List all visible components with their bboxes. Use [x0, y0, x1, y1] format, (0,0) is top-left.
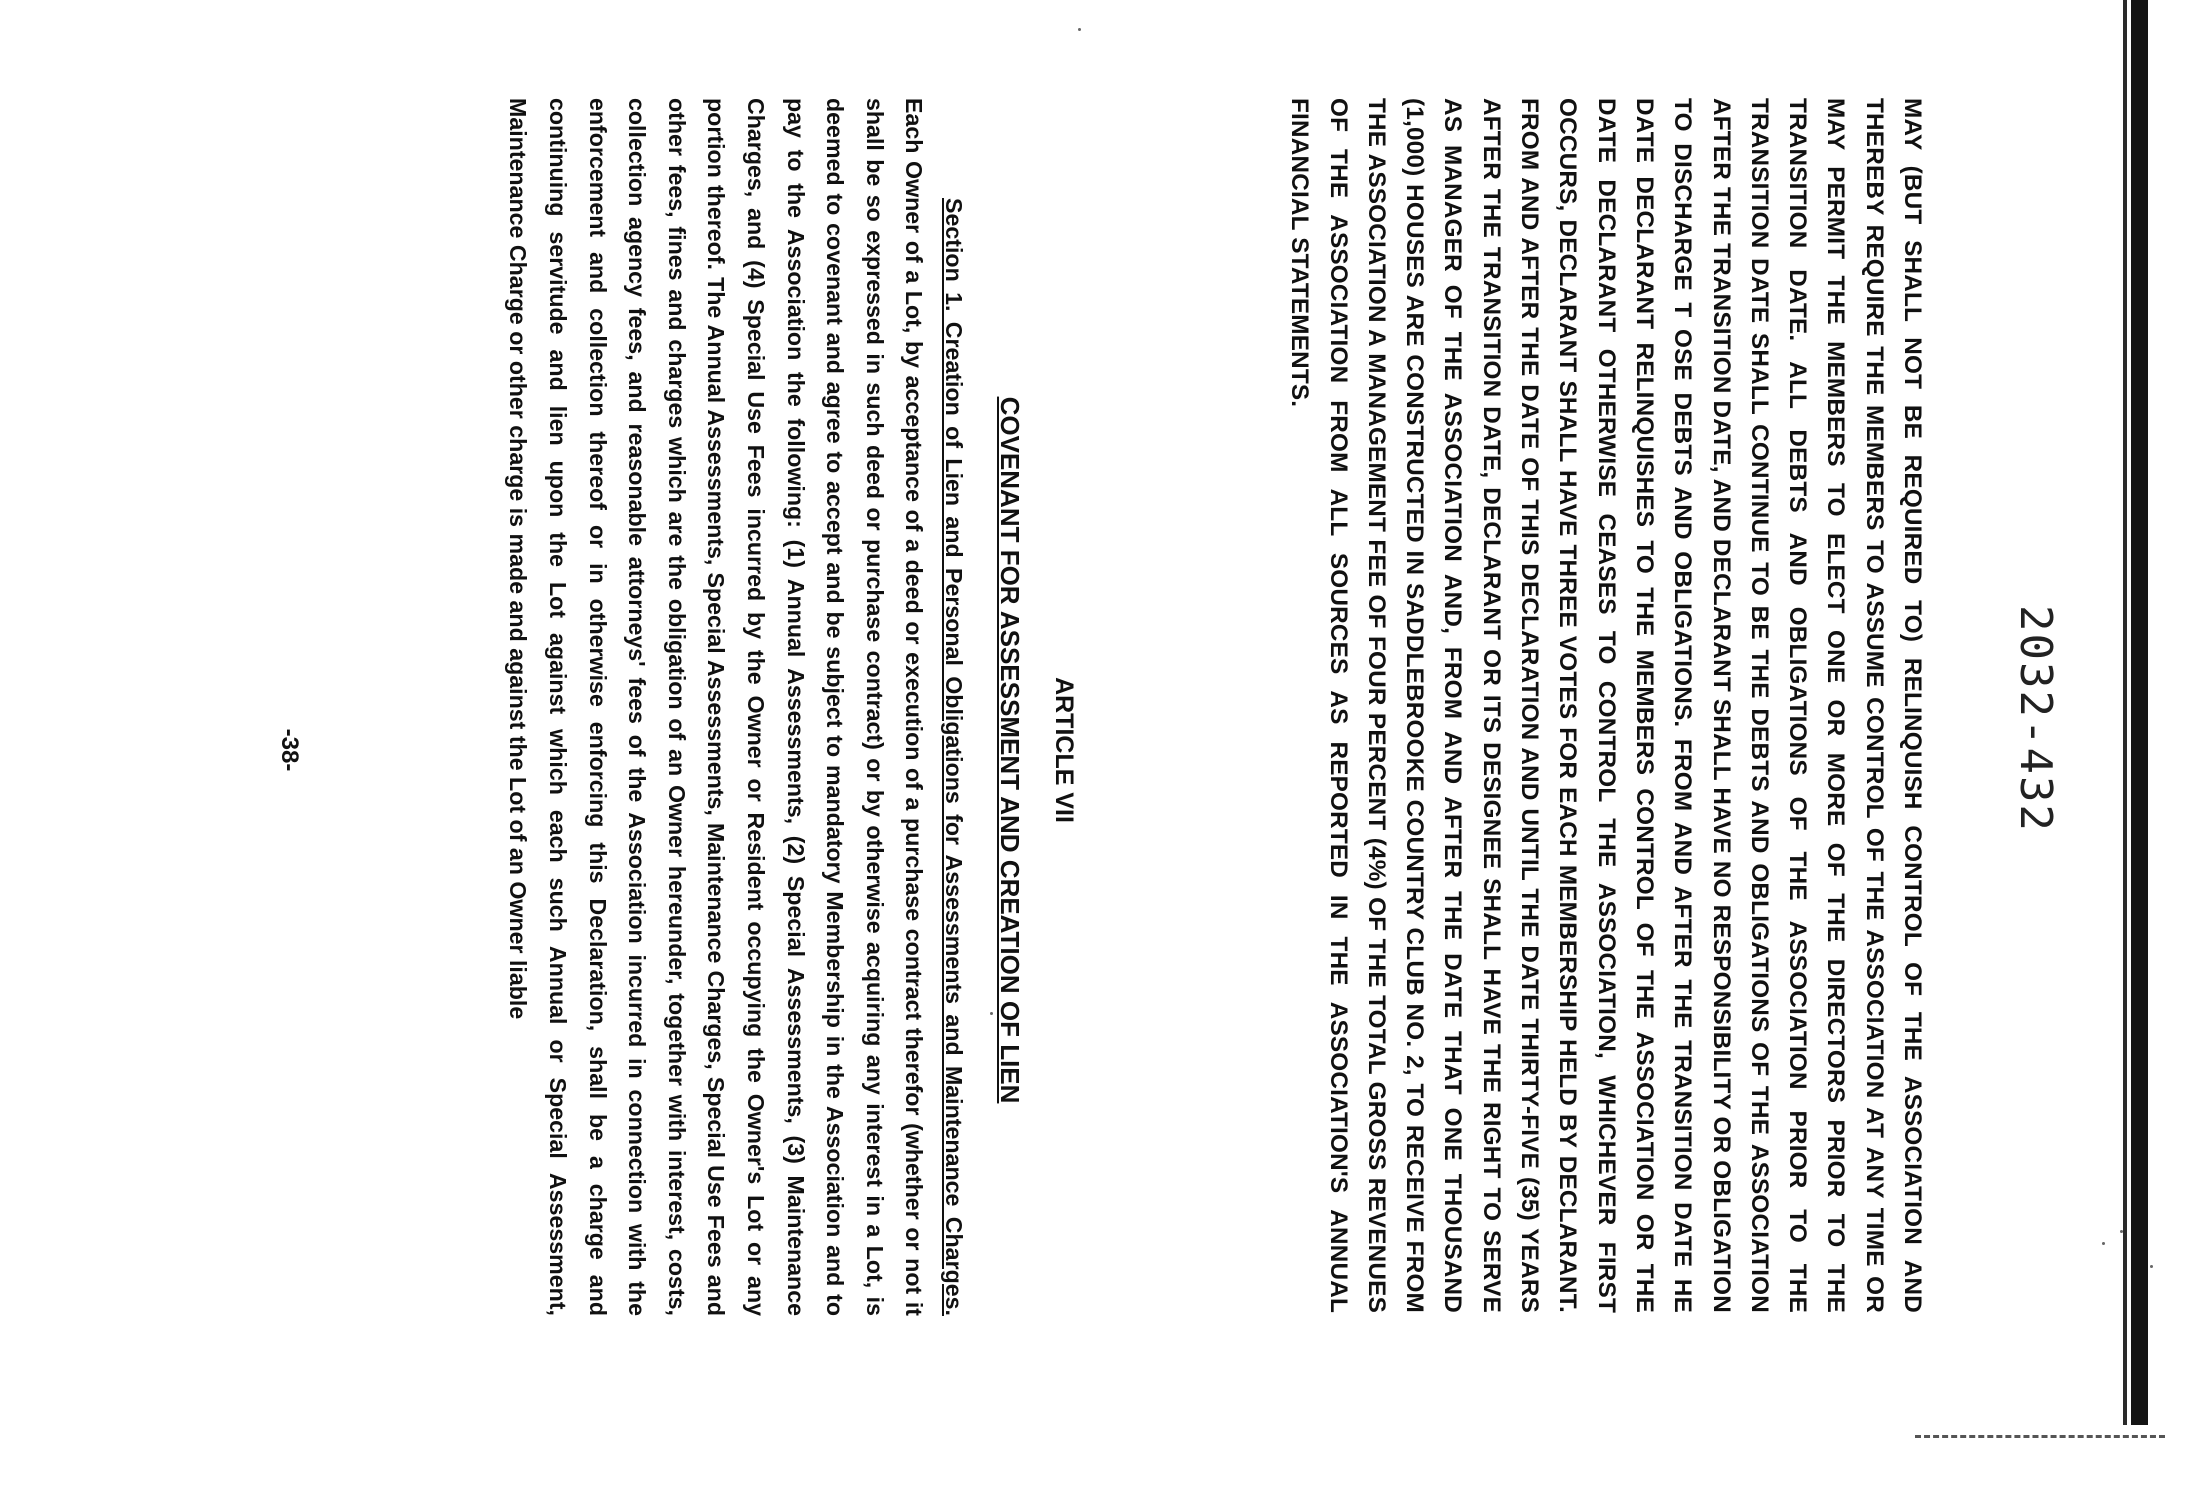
section-1-body: Each Owner of a Lot, by acceptance of a deed or execution of a purchase contract therefor (whether or not it shall be so expressed in such deed or purchase contract) or by otherwise acquiring any interest in a Lot, is deemed to covenant and agree to accept and be subject to mandatory Membership in the Association and to pay to the Association the following: (1) Annual Assessments, (2) Special Assessments, (3) Maintenance Charges, and (4) Special Use Fees incurred by the Owner or Resident occupying the Owner's Lot or any portion thereof. The Annual Assessments, Special Assessments, Maintenance Charges, Special Use Fees and other fees, fines and charges which are the obligation of an Owner hereunder, together with interest, costs, collection agency fees, and reasonable attorneys' fees of the Association incurred in connection with the enforcement and collection thereof or in otherwise enforcing this Declaration, shall be a charge and continuing servitude and lien upon the Lot against which each such Annual or Special Assessment, Maintenance Charge or other charge is made and against the Lot of an Owner liable — [505, 98, 928, 1316]
document-number: 2032-432 — [2010, 605, 2061, 833]
article-heading: COVENANT FOR ASSESSMENT AND CREATION OF LIEN — [995, 396, 1025, 1104]
article-title: ARTICLE VII — [1050, 677, 1078, 823]
section-1-heading: Section 1. Creation of Lien and Personal Obligations for Assessments and Maintenance Charges. — [941, 198, 967, 1316]
page-number: -38- — [276, 728, 303, 772]
section-1-paragraph — [498, 98, 973, 1316]
opening-paragraph: MAY (BUT SHALL NOT BE REQUIRED TO) RELINQUISH CONTROL OF THE ASSOCIATION AND THEREBY REQUIRE THE MEMBERS TO ASSUME CONTROL OF THE ASSOCIATION AT ANY TIME OR MAY PERMIT THE MEMBERS TO ELECT ONE OR MORE OF THE DIRECTORS PRIOR TO THE TRANSITION DATE. ALL DEBTS AND OBLIGATIONS OF THE ASSOCIATION PRIOR TO THE TRANSITION DATE SHALL CONTINUE TO BE THE DEBTS AND OBLIGATIONS OF THE ASSOCIATION AFTER THE TRANSITION DATE, AND DECLARANT SHALL HAVE NO RESPONSIBILITY OR OBLIGATION TO DISCHARGE T OSE DEBTS AND OBLIGATIONS. FROM AND AFTER THE TRANSITION DATE HE DATE DECLARANT RELINQUISHES TO THE MEMBERS CONTROL OF THE ASSOCIATION OR THE DATE DECLARANT OTHERWISE CEASES TO CONTROL THE ASSOCIATION, WHICHEVER FIRST OCCURS, DECLARANT SHALL HAVE THREE VOTES FOR EACH MEMBERSHIP HELD BY DECLARANT. FROM AND AFTER THE DATE OF THIS DECLARATION AND UNTIL THE DATE THIRTY-FIVE (35) YEARS AFTER THE TRANSITION DATE, DECLARANT OR ITS DESIGNEE SHALL HAVE THE RIGHT TO SERVE AS MANAGER OF THE ASSOCIATION AND, FROM AND AFTER THE DATE THAT ONE THOUSAND (1,000) HOUSES ARE CONSTRUCTED IN SADDLEBROOKE COUNTRY CLUB NO. 2, TO RECEIVE FROM THE ASSOCIATION A MANAGEMENT FEE OF FOUR PERCENT (4%) OF THE TOTAL GROSS REVENUES OF THE ASSOCIATION FROM ALL SOURCES AS REPORTED IN THE ASSOCIATION'S ANNUAL FINANCIAL STATEMENTS. — [1286, 98, 1926, 1313]
